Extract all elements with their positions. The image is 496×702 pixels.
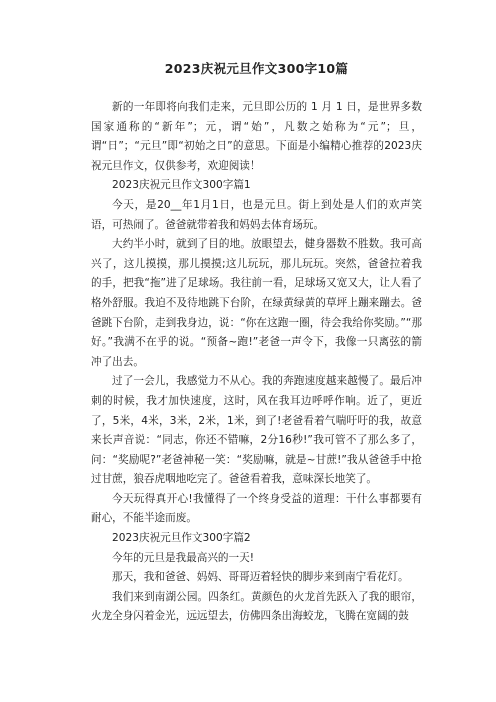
essay-1-heading: 2023庆祝元旦作文300字篇1 [112,179,251,192]
essay-1-paragraph-1: 今天，是20__年1月1日，也是元旦。街上到处是人们的欢声笑语，可热闹了。爸爸就带着我和妈妈去体育场玩。 [91,198,422,231]
document-title: 2023庆祝元旦作文300字10篇 [164,61,349,76]
essay-1-paragraph-4: 今天玩得真开心!我懂得了一个终身受益的道理：干什么事都要有耐心，不能半途而废。 [91,492,422,525]
essay-1-paragraph-2: 大约半小时，就到了目的地。放眼望去，健身器数不胜数。我可高兴了，这儿摸摸，那儿摸摸;这儿玩玩，那儿玩玩。突然，爸爸拉着我的手，把我“拖”进了足球场。我往前一看，足球场又宽又大，让人看了格外舒服。我迫不及待地跳下台阶，在绿黄绿黄的草坪上蹦来蹦去。爸爸跳下台阶，走到我身边，说：“你在这跑一圈，待会我给你奖励。”“那好。”我满不在乎的说。“预备~跑!”老爸一声令下，我像一只离弦的箭冲了出去。 [91,238,422,368]
essay-1-paragraph-3: 过了一会儿，我感觉力不从心。我的奔跑速度越来越慢了。最后冲刺的时候，我才加快速度，这时，风在我耳边呼呼作响。近了，更近了，5米，4米，3米，2米，1米，到了!老爸看着气喘吁吁的我，故意来长声音说：“同志，你还不错嘛，2分16秒!”我可管不了那么多了，问：“奖励呢?”老爸神秘一笑：“奖励嘛，就是~甘蔗!”我从爸爸手中抢过甘蔗，狼吞虎咽地吃完了。爸爸看着我，意味深长地笑了。 [91,375,422,486]
essay-2-paragraph-2: 那天，我和爸爸、妈妈、哥哥迈着轻快的脚步来到南宁看花灯。 [112,571,409,584]
essay-2-paragraph-3: 我们来到南湖公园。四条红。黄颜色的火龙首先跃入了我的眼帘，火龙全身闪着金光，远远望去，仿佛四条出海蛟龙，飞腾在宽阔的鼓 [91,590,422,623]
essay-2-paragraph-1: 今年的元旦是我最高兴的一天! [112,551,254,564]
essay-2-heading: 2023庆祝元旦作文300字篇2 [112,532,251,545]
intro-paragraph: 新的一年即将向我们走来，元旦即公历的 1 月 1 日，是世界多数国家通称的“新年”；元，谓“始”，凡数之始称为“元”；旦，谓“日”；“元旦”即“初始之日”的意思。下面是小编精心推荐的2023庆祝元旦作文，仅供参考，欢迎阅读！ [91,101,422,172]
